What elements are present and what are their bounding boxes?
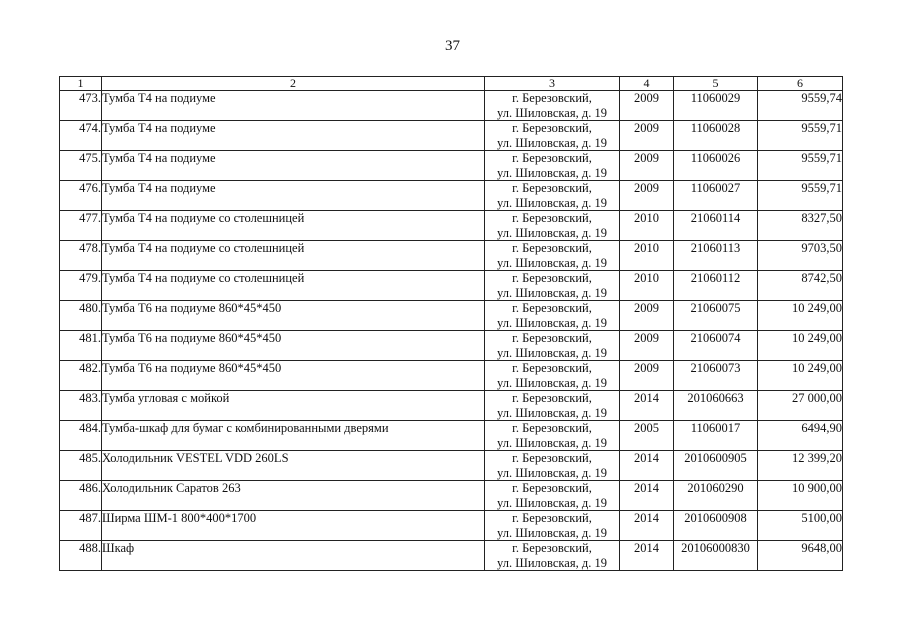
item-address	[485, 271, 620, 301]
inventory-number: 21060114	[674, 211, 758, 241]
column-header: 3	[485, 77, 620, 91]
table-row	[60, 301, 843, 331]
address-street: ул. Шиловская, д. 19	[497, 225, 607, 240]
row-number: 488.	[60, 541, 102, 571]
item-value: 9703,50	[758, 241, 843, 271]
address-street: ул. Шиловская, д. 19	[497, 495, 607, 510]
item-address	[485, 331, 620, 361]
address-city: г. Березовский,	[512, 241, 592, 255]
address-street: ул. Шиловская, д. 19	[497, 375, 607, 390]
table-row	[60, 361, 843, 391]
address-city: г. Березовский,	[512, 331, 592, 345]
item-name: Тумба Т6 на подиуме 860*45*450	[102, 361, 485, 391]
item-name: Ширма ШМ-1 800*400*1700	[102, 511, 485, 541]
item-address	[485, 301, 620, 331]
address-street: ул. Шиловская, д. 19	[497, 555, 607, 570]
item-year: 2014	[620, 481, 674, 511]
item-year: 2009	[620, 361, 674, 391]
item-name: Холодильник Саратов 263	[102, 481, 485, 511]
address-street: ул. Шиловская, д. 19	[497, 435, 607, 450]
address-street: ул. Шиловская, д. 19	[497, 105, 607, 120]
row-number: 479.	[60, 271, 102, 301]
item-address	[485, 211, 620, 241]
address-city: г. Березовский,	[512, 91, 592, 105]
inventory-number: 11060017	[674, 421, 758, 451]
column-header: 1	[60, 77, 102, 91]
table-row	[60, 331, 843, 361]
inventory-number: 2010600905	[674, 451, 758, 481]
address-street: ул. Шиловская, д. 19	[497, 285, 607, 300]
item-year: 2005	[620, 421, 674, 451]
item-name: Тумба Т4 на подиуме	[102, 91, 485, 121]
table-row	[60, 271, 843, 301]
item-name: Холодильник VESTEL VDD 260LS	[102, 451, 485, 481]
inventory-number: 201060290	[674, 481, 758, 511]
row-number: 487.	[60, 511, 102, 541]
table-row	[60, 511, 843, 541]
column-header: 6	[758, 77, 843, 91]
inventory-number: 21060075	[674, 301, 758, 331]
item-address	[485, 511, 620, 541]
address-street: ул. Шиловская, д. 19	[497, 135, 607, 150]
table-row	[60, 481, 843, 511]
item-address	[485, 361, 620, 391]
column-header: 4	[620, 77, 674, 91]
item-year: 2009	[620, 91, 674, 121]
inventory-table	[59, 76, 843, 571]
item-value: 5100,00	[758, 511, 843, 541]
item-value: 10 900,00	[758, 481, 843, 511]
row-number: 482.	[60, 361, 102, 391]
item-address	[485, 241, 620, 271]
item-name: Тумба Т4 на подиуме	[102, 151, 485, 181]
row-number: 480.	[60, 301, 102, 331]
item-year: 2010	[620, 211, 674, 241]
header-row	[60, 77, 843, 91]
item-address	[485, 421, 620, 451]
item-value: 10 249,00	[758, 301, 843, 331]
inventory-number: 21060112	[674, 271, 758, 301]
item-name: Тумба Т4 на подиуме со столешницей	[102, 211, 485, 241]
inventory-number: 11060029	[674, 91, 758, 121]
table-row	[60, 451, 843, 481]
table-row	[60, 121, 843, 151]
item-value: 12 399,20	[758, 451, 843, 481]
item-year: 2009	[620, 121, 674, 151]
item-address	[485, 181, 620, 211]
inventory-number: 21060113	[674, 241, 758, 271]
address-city: г. Березовский,	[512, 391, 592, 405]
item-year: 2014	[620, 511, 674, 541]
item-value: 10 249,00	[758, 361, 843, 391]
item-name: Шкаф	[102, 541, 485, 571]
item-value: 9559,71	[758, 181, 843, 211]
address-city: г. Березовский,	[512, 361, 592, 375]
item-year: 2010	[620, 241, 674, 271]
item-value: 9648,00	[758, 541, 843, 571]
item-value: 10 249,00	[758, 331, 843, 361]
item-name: Тумба Т4 на подиуме со столешницей	[102, 241, 485, 271]
row-number: 484.	[60, 421, 102, 451]
row-number: 485.	[60, 451, 102, 481]
item-value: 9559,71	[758, 151, 843, 181]
item-name: Тумба Т4 на подиуме со столешницей	[102, 271, 485, 301]
table-row	[60, 391, 843, 421]
item-address	[485, 451, 620, 481]
item-address	[485, 151, 620, 181]
inventory-number: 201060663	[674, 391, 758, 421]
item-value: 8742,50	[758, 271, 843, 301]
inventory-number: 11060027	[674, 181, 758, 211]
item-address	[485, 91, 620, 121]
item-year: 2009	[620, 151, 674, 181]
table-row	[60, 421, 843, 451]
item-year: 2014	[620, 391, 674, 421]
row-number: 475.	[60, 151, 102, 181]
inventory-number: 2010600908	[674, 511, 758, 541]
row-number: 477.	[60, 211, 102, 241]
address-city: г. Березовский,	[512, 271, 592, 285]
item-address	[485, 481, 620, 511]
item-year: 2014	[620, 451, 674, 481]
address-city: г. Березовский,	[512, 451, 592, 465]
inventory-number: 21060074	[674, 331, 758, 361]
table-row	[60, 211, 843, 241]
row-number: 486.	[60, 481, 102, 511]
table-row	[60, 151, 843, 181]
item-address	[485, 121, 620, 151]
item-year: 2014	[620, 541, 674, 571]
page-number: 37	[445, 38, 460, 54]
address-street: ул. Шиловская, д. 19	[497, 255, 607, 270]
item-year: 2009	[620, 301, 674, 331]
table-row	[60, 241, 843, 271]
item-name: Тумба Т4 на подиуме	[102, 181, 485, 211]
item-year: 2010	[620, 271, 674, 301]
item-name: Тумба угловая с мойкой	[102, 391, 485, 421]
address-street: ул. Шиловская, д. 19	[497, 345, 607, 360]
address-city: г. Березовский,	[512, 421, 592, 435]
row-number: 476.	[60, 181, 102, 211]
item-year: 2009	[620, 181, 674, 211]
inventory-number: 11060028	[674, 121, 758, 151]
address-street: ул. Шиловская, д. 19	[497, 525, 607, 540]
column-header: 5	[674, 77, 758, 91]
inventory-number: 20106000830	[674, 541, 758, 571]
row-number: 483.	[60, 391, 102, 421]
address-street: ул. Шиловская, д. 19	[497, 405, 607, 420]
row-number: 474.	[60, 121, 102, 151]
item-value: 9559,71	[758, 121, 843, 151]
item-year: 2009	[620, 331, 674, 361]
item-name: Тумба-шкаф для бумаг с комбинированными дверями	[102, 421, 485, 451]
item-value: 6494,90	[758, 421, 843, 451]
item-name: Тумба Т4 на подиуме	[102, 121, 485, 151]
address-street: ул. Шиловская, д. 19	[497, 465, 607, 480]
item-value: 8327,50	[758, 211, 843, 241]
table-row	[60, 181, 843, 211]
inventory-number: 11060026	[674, 151, 758, 181]
address-city: г. Березовский,	[512, 541, 592, 555]
address-city: г. Березовский,	[512, 211, 592, 225]
item-value: 9559,74	[758, 91, 843, 121]
address-city: г. Березовский,	[512, 301, 592, 315]
table-row	[60, 91, 843, 121]
column-header: 2	[102, 77, 485, 91]
item-address	[485, 391, 620, 421]
item-name: Тумба Т6 на подиуме 860*45*450	[102, 331, 485, 361]
address-city: г. Березовский,	[512, 511, 592, 525]
address-street: ул. Шиловская, д. 19	[497, 195, 607, 210]
table-row	[60, 541, 843, 571]
row-number: 478.	[60, 241, 102, 271]
address-street: ул. Шиловская, д. 19	[497, 315, 607, 330]
address-street: ул. Шиловская, д. 19	[497, 165, 607, 180]
row-number: 481.	[60, 331, 102, 361]
address-city: г. Березовский,	[512, 181, 592, 195]
address-city: г. Березовский,	[512, 151, 592, 165]
row-number: 473.	[60, 91, 102, 121]
address-city: г. Березовский,	[512, 481, 592, 495]
item-address	[485, 541, 620, 571]
item-name: Тумба Т6 на подиуме 860*45*450	[102, 301, 485, 331]
item-value: 27 000,00	[758, 391, 843, 421]
address-city: г. Березовский,	[512, 121, 592, 135]
inventory-number: 21060073	[674, 361, 758, 391]
